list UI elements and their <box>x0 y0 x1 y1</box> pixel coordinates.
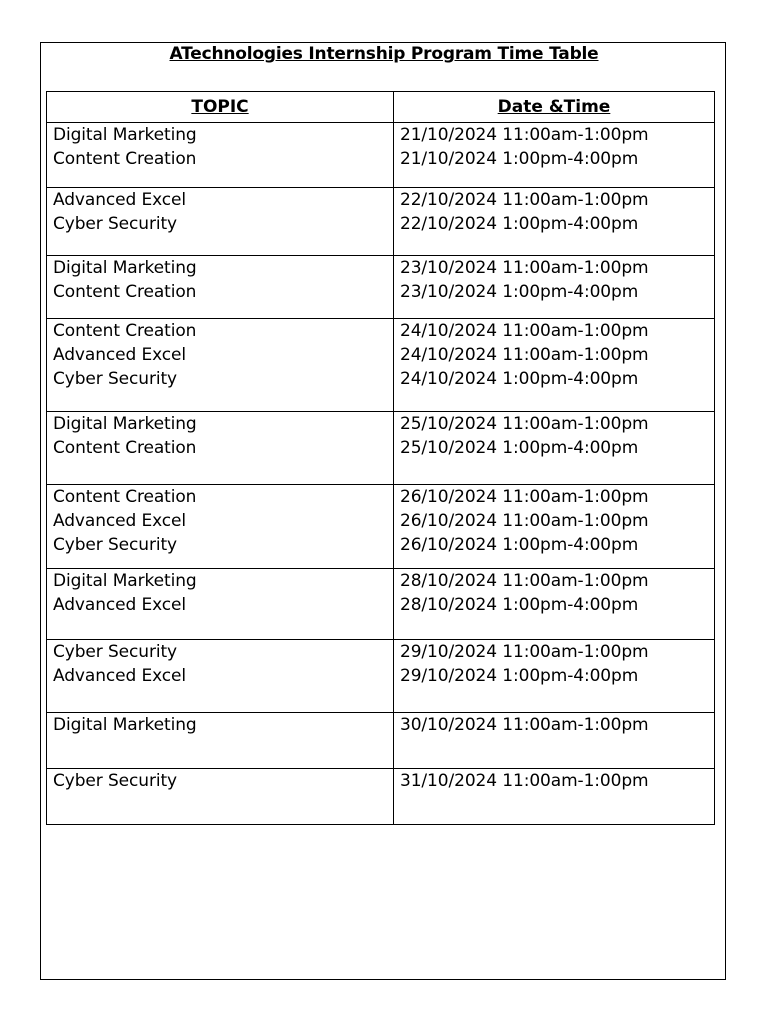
datetime-text: 23/10/2024 1:00pm-4:00pm <box>400 282 639 302</box>
topic-cell <box>47 256 394 319</box>
table-row <box>47 640 715 713</box>
table-header-row <box>47 92 715 123</box>
topic-text: Cyber Security <box>53 535 177 555</box>
datetime-cell <box>394 319 715 412</box>
datetime-cell <box>394 569 715 640</box>
datetime-text: 26/10/2024 11:00am-1:00pm <box>400 511 649 531</box>
datetime-text: 28/10/2024 11:00am-1:00pm <box>400 571 649 591</box>
datetime-text: 23/10/2024 11:00am-1:00pm <box>400 258 649 278</box>
datetime-text: 21/10/2024 11:00am-1:00pm <box>400 125 649 145</box>
topic-cell <box>47 769 394 825</box>
topic-cell <box>47 569 394 640</box>
topic-cell <box>47 412 394 485</box>
datetime-text: 22/10/2024 11:00am-1:00pm <box>400 190 649 210</box>
datetime-text: 22/10/2024 1:00pm-4:00pm <box>400 214 639 234</box>
timetable <box>46 91 715 825</box>
topic-text: Advanced Excel <box>53 345 187 365</box>
datetime-cell <box>394 769 715 825</box>
datetime-text: 21/10/2024 1:00pm-4:00pm <box>400 149 639 169</box>
datetime-text: 25/10/2024 11:00am-1:00pm <box>400 414 649 434</box>
topic-text: Advanced Excel <box>53 595 187 615</box>
table-row <box>47 256 715 319</box>
topic-text: Cyber Security <box>53 642 177 662</box>
topic-cell <box>47 188 394 256</box>
topic-text: Advanced Excel <box>53 666 187 686</box>
datetime-cell <box>394 485 715 569</box>
topic-text: Advanced Excel <box>53 190 187 210</box>
table-row <box>47 713 715 769</box>
datetime-cell <box>394 256 715 319</box>
datetime-cell <box>394 188 715 256</box>
topic-text: Digital Marketing <box>53 571 197 591</box>
datetime-text: 31/10/2024 11:00am-1:00pm <box>400 771 649 791</box>
topic-text: Digital Marketing <box>53 715 197 735</box>
document-title: ATechnologies Internship Program Time Table <box>169 44 599 64</box>
datetime-cell <box>394 640 715 713</box>
topic-cell <box>47 713 394 769</box>
datetime-text: 24/10/2024 11:00am-1:00pm <box>400 321 649 341</box>
topic-text: Content Creation <box>53 438 197 458</box>
topic-text: Cyber Security <box>53 369 177 389</box>
datetime-cell <box>394 123 715 188</box>
topic-text: Cyber Security <box>53 214 177 234</box>
datetime-cell <box>394 412 715 485</box>
topic-text: Advanced Excel <box>53 511 187 531</box>
topic-text: Cyber Security <box>53 771 177 791</box>
topic-text: Digital Marketing <box>53 414 197 434</box>
datetime-text: 29/10/2024 1:00pm-4:00pm <box>400 666 639 686</box>
topic-cell <box>47 640 394 713</box>
datetime-text: 26/10/2024 11:00am-1:00pm <box>400 487 649 507</box>
topic-text: Content Creation <box>53 321 197 341</box>
table-row <box>47 319 715 412</box>
datetime-text: 25/10/2024 1:00pm-4:00pm <box>400 438 639 458</box>
topic-text: Digital Marketing <box>53 125 197 145</box>
topic-text: Content Creation <box>53 487 197 507</box>
topic-cell <box>47 485 394 569</box>
topic-column-header: TOPIC <box>47 92 394 123</box>
timetable-body <box>47 123 715 825</box>
topic-text: Content Creation <box>53 149 197 169</box>
topic-text: Content Creation <box>53 282 197 302</box>
datetime-text: 29/10/2024 11:00am-1:00pm <box>400 642 649 662</box>
table-row <box>47 188 715 256</box>
table-row <box>47 123 715 188</box>
table-row <box>47 485 715 569</box>
datetime-text: 26/10/2024 1:00pm-4:00pm <box>400 535 639 555</box>
table-row <box>47 769 715 825</box>
datetime-column-header: Date &Time <box>394 92 715 123</box>
table-row <box>47 569 715 640</box>
datetime-text: 24/10/2024 11:00am-1:00pm <box>400 345 649 365</box>
datetime-text: 28/10/2024 1:00pm-4:00pm <box>400 595 639 615</box>
datetime-text: 30/10/2024 11:00am-1:00pm <box>400 715 649 735</box>
datetime-text: 24/10/2024 1:00pm-4:00pm <box>400 369 639 389</box>
topic-text: Digital Marketing <box>53 258 197 278</box>
datetime-cell <box>394 713 715 769</box>
table-row <box>47 412 715 485</box>
topic-cell <box>47 319 394 412</box>
topic-cell <box>47 123 394 188</box>
